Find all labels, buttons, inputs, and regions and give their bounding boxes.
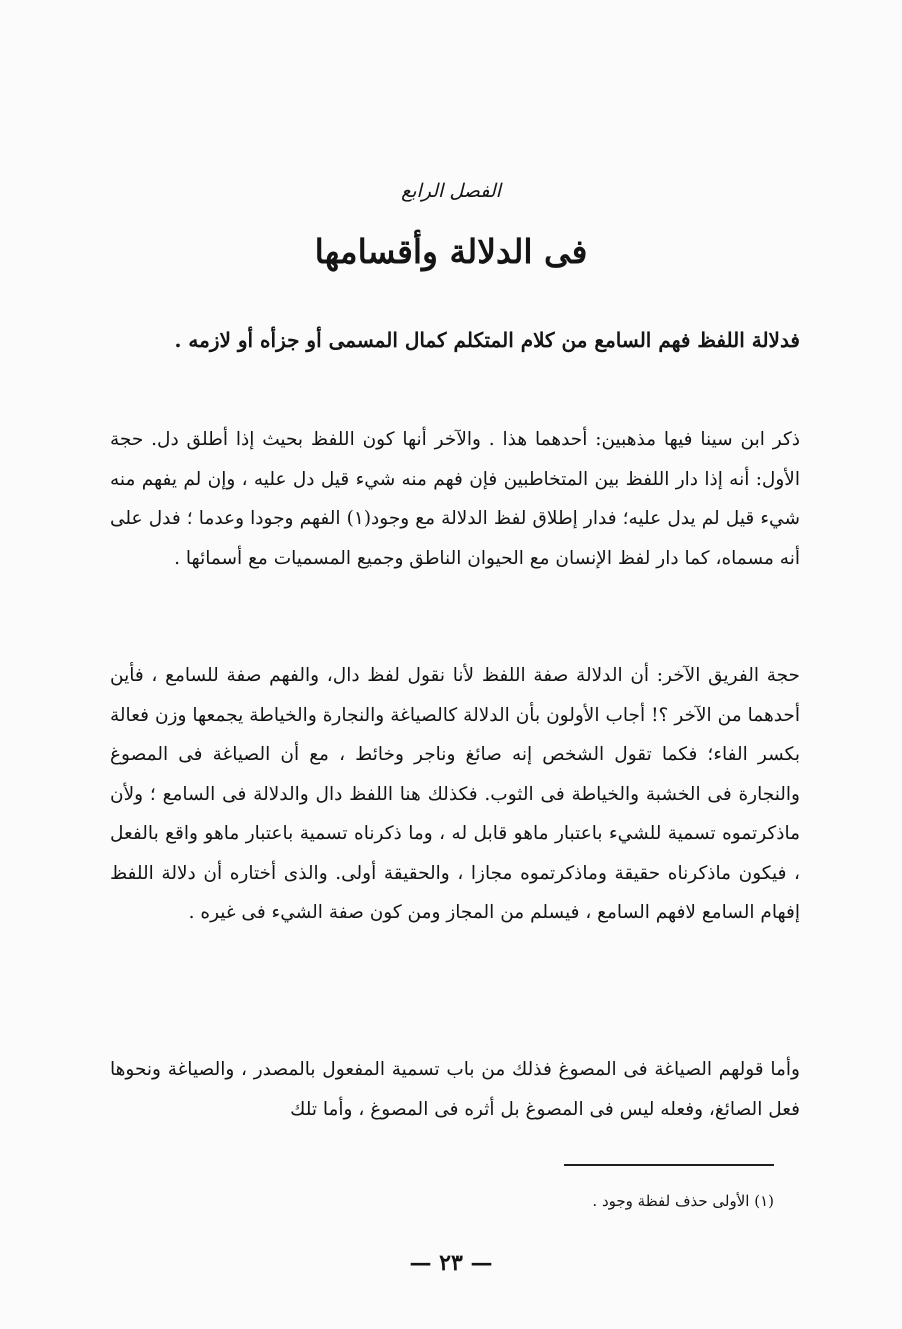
- body-paragraph: وأما قولهم الصياغة فى المصوغ فذلك من باب تسمية المفعول بالمصدر ، والصياغة ونحوها فعل الصائغ، وفعله ليس فى المصوغ بل أثره فى المصوغ ، وأما تلك: [110, 1059, 800, 1120]
- footnote-divider: [564, 1164, 774, 1166]
- chapter-title: فى الدلالة وأقسامها: [314, 232, 588, 271]
- page-number: — ٢٣ —: [409, 1250, 493, 1276]
- footnote: (١) الأولى حذف لفظة وجود .: [592, 1192, 774, 1210]
- body-paragraph: حجة الفريق الآخر: أن الدلالة صفة اللفظ لأنا نقول لفظ دال، والفهم صفة للسامع ، فأين أحدهما من الآخر ؟! أجاب الأولون بأن الدلالة كالصياغة والنجارة والخياطة يجمعها وزن فعالة بكسر الفاء؛ فكما تقول الشخص إنه صائغ وناجر وخائط ، مع أن الصياغة فى المصوغ والنجارة فى الخشبة والخياطة فى الثوب. فكذلك هنا اللفظ دال والدلالة فى السامع ؛ ولأن ماذكرتموه تسمية للشيء باعتبار ماهو قابل له ، وما ذكرناه تسمية باعتبار ماهو واقع بالفعل ، فيكون ماذكرناه حقيقة وماذكرتموه مجازا ، والحقيقة أولى. والذى أختاره أن دلالة اللفظ إفهام السامع لافهم السامع ، فيسلم من المجاز ومن كون صفة الشيء فى غيره .: [110, 665, 800, 923]
- definition-paragraph: فدلالة اللفظ فهم السامع من كلام المتكلم كمال المسمى أو جزأه أو لازمه .: [174, 328, 800, 352]
- body-paragraph: ذكر ابن سينا فيها مذهبين: أحدهما هذا . والآخر أنها كون اللفظ بحيث إذا أطلق دل. حجة الأول: أنه إذا دار اللفظ بين المتخاطبين فإن فهم منه شيء قيل دل عليه ، وإن لم يفهم منه شيء قيل لم يدل عليه؛ فدار إطلاق لفظ الدلالة مع وجود(١) الفهم وجودا وعدما ؛ فدل على أنه مسماه، كما دار لفظ الإنسان مع الحيوان الناطق وجميع المسميات مع أسمائها .: [110, 429, 800, 569]
- chapter-label: الفصل الرابع: [401, 180, 501, 202]
